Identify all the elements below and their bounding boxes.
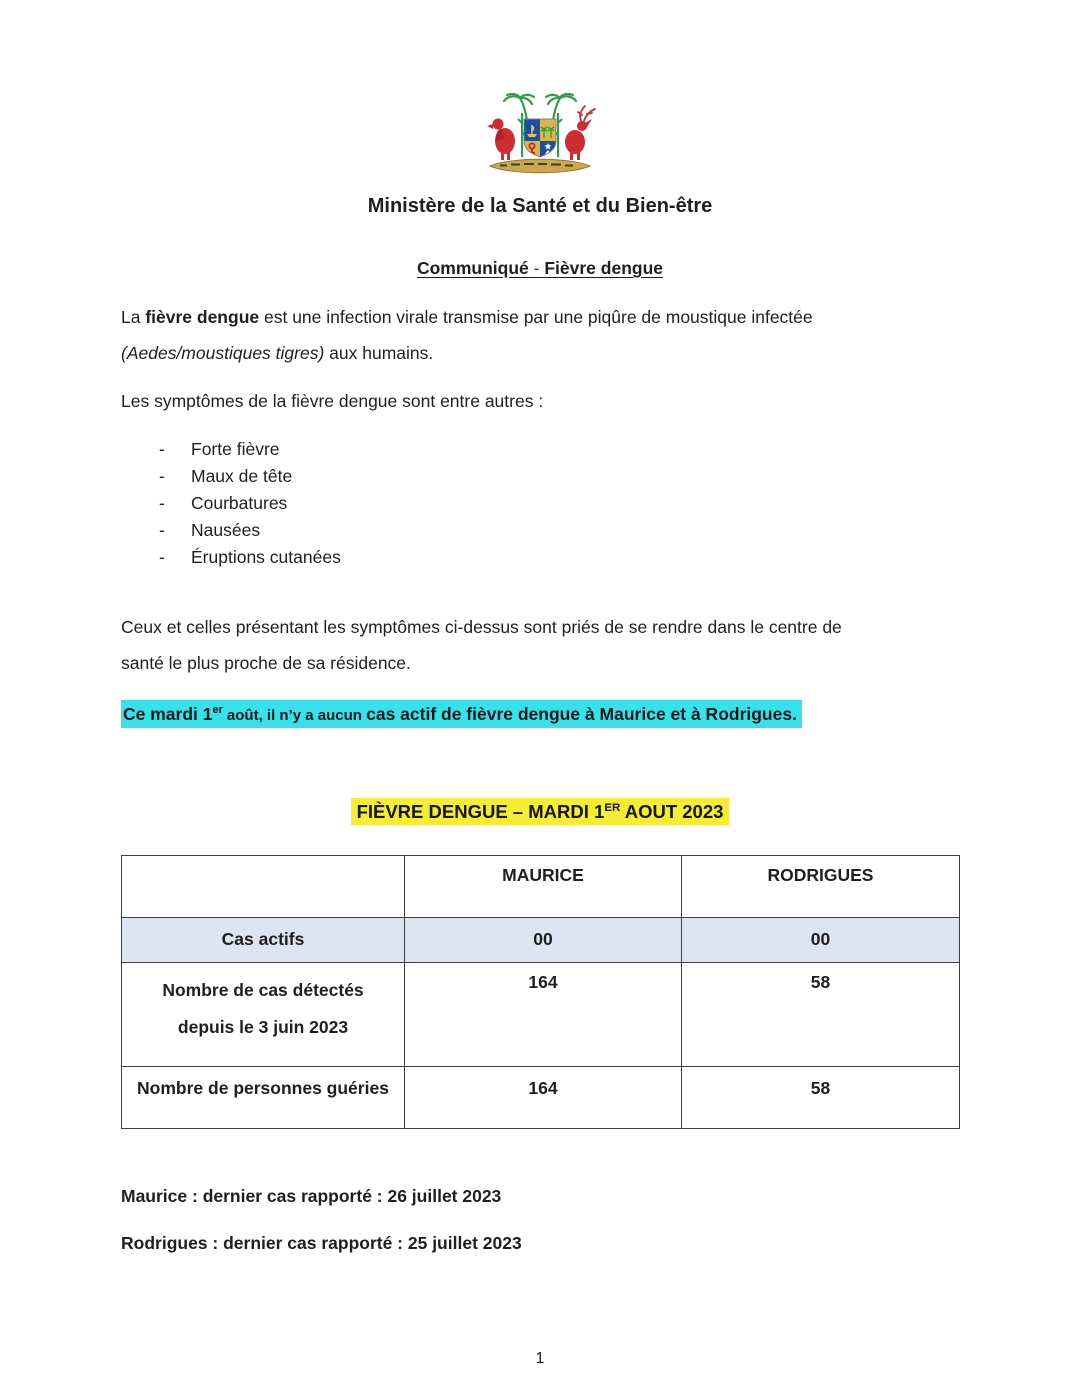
intro-paragraph [121, 299, 959, 371]
table-cell-value: 58 [682, 962, 960, 1066]
dengue-stats-table [121, 855, 960, 1129]
advice-paragraph [121, 609, 959, 681]
status-mid: août, il n’y a aucun [222, 706, 367, 724]
table-row [122, 917, 960, 962]
table-header-row [122, 855, 960, 917]
list-item-marker: - [159, 439, 165, 459]
table-row [122, 1066, 960, 1128]
list-item-marker: - [159, 520, 165, 540]
table-cell-label-line1: Nombre de cas détectés [162, 979, 364, 1000]
list-item-label: Éruptions cutanées [191, 547, 341, 567]
list-item [121, 517, 959, 544]
table-row [122, 962, 960, 1066]
table-cell-label [122, 962, 405, 1066]
table-cell-value: 164 [405, 1066, 682, 1128]
table-cell-value: 00 [682, 917, 960, 962]
section-title-highlight [351, 798, 730, 825]
status-prefix: Ce mardi 1 [123, 703, 213, 724]
document-title-separator: - [528, 258, 545, 278]
intro-line2-rest: aux humains. [324, 343, 434, 363]
list-item [121, 463, 959, 490]
intro-line1-start: La [121, 307, 146, 327]
status-banner-highlight [121, 700, 802, 728]
mauritius-coat-of-arms-graphic [478, 93, 602, 185]
intro-line2-italic: (Aedes/moustiques tigres) [121, 343, 325, 363]
document-title-part2: Fièvre dengue [544, 258, 664, 278]
table-cell-value: 164 [405, 962, 682, 1066]
intro-line1-bold: fièvre dengue [145, 307, 260, 327]
table-header-maurice: MAURICE [405, 855, 682, 917]
last-case-maurice: Maurice : dernier cas rapporté : 26 juillet 2023 [121, 1185, 502, 1206]
list-item-marker: - [159, 466, 165, 486]
list-item-label: Nausées [191, 520, 261, 540]
table-cell-label-line2: depuis le 3 juin 2023 [177, 1016, 349, 1037]
list-item [121, 490, 959, 517]
status-banner [121, 695, 959, 731]
list-item [121, 544, 959, 571]
advice-line2: santé le plus proche de sa résidence. [121, 653, 411, 673]
list-item-label: Forte fièvre [191, 439, 280, 459]
list-item-label: Courbatures [191, 493, 288, 513]
document-title-underlined [417, 258, 663, 278]
list-item-marker: - [159, 547, 165, 567]
mauritius-coat-of-arms-icon [478, 93, 602, 185]
status-suffix: cas actif de fièvre dengue à Maurice et à Rodrigues. [366, 703, 797, 724]
section-title-suffix: AOUT 2023 [620, 800, 724, 822]
table-cell-value: 00 [405, 917, 682, 962]
status-superscript: er [212, 704, 223, 716]
list-item [121, 436, 959, 463]
ministry-title: Ministère de la Santé et du Bien-être [367, 195, 713, 217]
section-title-prefix: FIÈVRE DENGUE – MARDI 1 [356, 800, 605, 822]
intro-line1-rest: est une infection virale transmise par une piqûre de moustique infectée [259, 307, 813, 327]
list-item-marker: - [159, 493, 165, 513]
document-title-part1: Communiqué [416, 258, 529, 278]
table-cell-value: 58 [682, 1066, 960, 1128]
document-title [121, 258, 959, 279]
section-title-superscript: ER [604, 801, 621, 814]
table-header-empty [122, 855, 405, 917]
last-case-rodrigues: Rodrigues : dernier cas rapporté : 25 juillet 2023 [121, 1232, 522, 1253]
table-cell-label: Nombre de personnes guéries [122, 1066, 405, 1128]
section-title [121, 793, 959, 829]
advice-line1: Ceux et celles présentant les symptômes ci-dessus sont priés de se rendre dans le centre de [121, 617, 842, 637]
table-cell-label: Cas actifs [122, 917, 405, 962]
page-number: 1 [535, 1349, 545, 1367]
table-header-rodrigues: RODRIGUES [682, 855, 960, 917]
symptoms-list [121, 436, 959, 571]
list-item-label: Maux de tête [191, 466, 293, 486]
symptoms-intro: Les symptômes de la fièvre dengue sont entre autres : [121, 391, 544, 411]
